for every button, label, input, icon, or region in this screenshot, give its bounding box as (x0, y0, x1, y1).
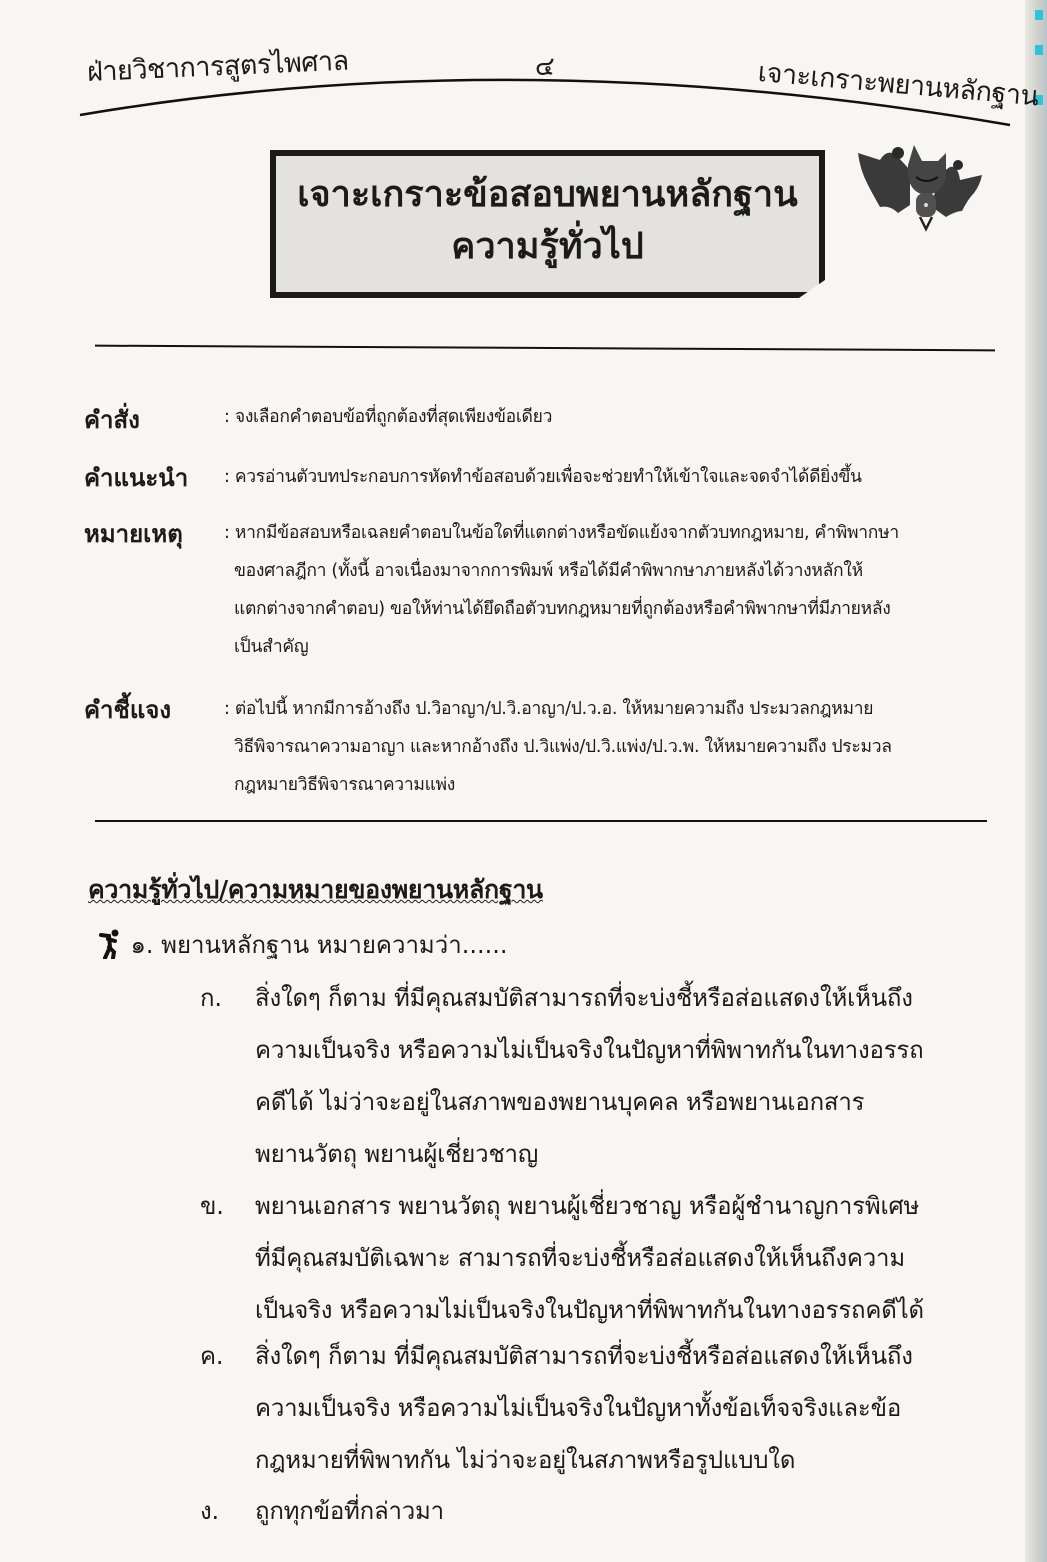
instruction-label: คำแนะนำ (84, 464, 189, 492)
instruction-label: คำสั่ง (84, 406, 140, 434)
choice-letter: ข. (200, 1192, 224, 1220)
instruction-line: : หากมีข้อสอบหรือเฉลยคำตอบในข้อใดที่แตกต่างหรือขัดแย้งจากตัวบทกฎหมาย, คำพิพากษา (224, 523, 899, 543)
instruction-line: เป็นสำคัญ (234, 637, 309, 657)
divider-top (95, 345, 995, 352)
folded-corner (799, 280, 825, 298)
choice-line: คดีได้ ไม่ว่าจะอยู่ในสภาพของพยานบุคคล หรือพยานเอกสาร (255, 1088, 865, 1116)
header-publisher: ฝ่ายวิชาการสูตรไพศาล (86, 45, 350, 89)
chapter-subtitle: ความรู้ทั่วไป (451, 226, 644, 267)
choice-line: ถูกทุกข้อที่กล่าวมา (255, 1497, 444, 1525)
choice-text (255, 1485, 1000, 1537)
instruction-line: : จงเลือกคำตอบข้อที่ถูกต้องที่สุดเพียงข้อเดียว (224, 407, 553, 427)
question (95, 925, 507, 964)
choice-line: กฎหมายที่พิพาทกัน ไม่ว่าจะอยู่ในสภาพหรือรูปแบบใด (255, 1446, 796, 1474)
instruction-line: วิธีพิจารณาความอาญา และหากอ้างถึง ป.วิแพ่ง/ป.วิ.แพ่ง/ป.ว.พ. ให้หมายความถึง ประมวล (234, 737, 892, 757)
running-person-icon (95, 929, 123, 959)
instruction-text (224, 514, 899, 666)
choice-line: พยานเอกสาร พยานวัตถุ พยานผู้เชี่ยวชาญ หรือผู้ชำนาญการพิเศษ (255, 1192, 920, 1220)
instruction-text (224, 458, 862, 496)
page-number: ๔ (535, 52, 555, 82)
header-book-title: เจาะเกราะพยานหลักฐาน (756, 56, 1040, 113)
divider-bottom (95, 820, 987, 822)
section-title: ความรู้ทั่วไป/ความหมายของพยานหลักฐาน (88, 875, 543, 904)
choice-text (255, 1180, 1000, 1336)
instruction-label: คำชี้แจง (84, 696, 172, 724)
choice-letter: ก. (200, 984, 222, 1012)
instruction-line: ของศาลฎีกา (ทั้งนี้ อาจเนื่องมาจากการพิมพ์ หรือได้มีคำพิพากษาภายหลังได้วางหลักให้ (234, 561, 863, 581)
running-header (0, 0, 1047, 130)
chapter-title-box (270, 150, 825, 298)
choice-line: สิ่งใดๆ ก็ตาม ที่มีคุณสมบัติสามารถที่จะบ่งชี้หรือส่อแสดงให้เห็นถึง (255, 1342, 913, 1370)
instruction-line: : ควรอ่านตัวบทประกอบการหัดทำข้อสอบด้วยเพื่อจะช่วยทำให้เข้าใจและจดจำได้ดียิ่งขึ้น (224, 467, 862, 487)
page-edge (1025, 0, 1047, 1562)
instruction-text (224, 398, 552, 436)
instruction-text (224, 690, 892, 804)
choice-text (255, 1330, 1000, 1486)
choice-line: ความเป็นจริง หรือความไม่เป็นจริงในปัญหาทั้งข้อเท็จจริงและข้อ (255, 1394, 902, 1422)
instruction-line: แตกต่างจากคำตอบ) ขอให้ท่านได้ยึดถือตัวบทกฎหมายที่ถูกต้องหรือคำพิพากษาที่มีภายหลัง (234, 599, 891, 619)
chapter-title: เจาะเกราะข้อสอบพยานหลักฐาน (297, 174, 798, 215)
instruction-line: : ต่อไปนี้ หากมีการอ้างถึง ป.วิอาญา/ป.วิ.อาญา/ป.ว.อ. ให้หมายความถึง ประมวลกฎหมาย (224, 699, 874, 719)
choice-text (255, 972, 1000, 1180)
bat-icon (850, 135, 990, 235)
choice-letter: ค. (200, 1342, 224, 1370)
question-number: ๑. (130, 931, 154, 959)
question-text: พยานหลักฐาน หมายความว่า...... (161, 931, 508, 959)
choice-line: เป็นจริง หรือความไม่เป็นจริงในปัญหาที่พิพาทกันในทางอรรถคดีได้ (255, 1296, 924, 1324)
instruction-label: หมายเหตุ (84, 520, 183, 548)
choice-line: ที่มีคุณสมบัติเฉพาะ สามารถที่จะบ่งชี้หรือส่อแสดงให้เห็นถึงความ (255, 1244, 905, 1272)
choice-line: ความเป็นจริง หรือความไม่เป็นจริงในปัญหาที่พิพาทกันในทางอรรถ (255, 1036, 924, 1064)
instruction-line: กฎหมายวิธีพิจารณาความแพ่ง (234, 775, 456, 795)
choice-letter: ง. (200, 1497, 219, 1525)
choice-line: พยานวัตถุ พยานผู้เชี่ยวชาญ (255, 1140, 539, 1168)
choice-line: สิ่งใดๆ ก็ตาม ที่มีคุณสมบัติสามารถที่จะบ่งชี้หรือส่อแสดงให้เห็นถึง (255, 984, 913, 1012)
